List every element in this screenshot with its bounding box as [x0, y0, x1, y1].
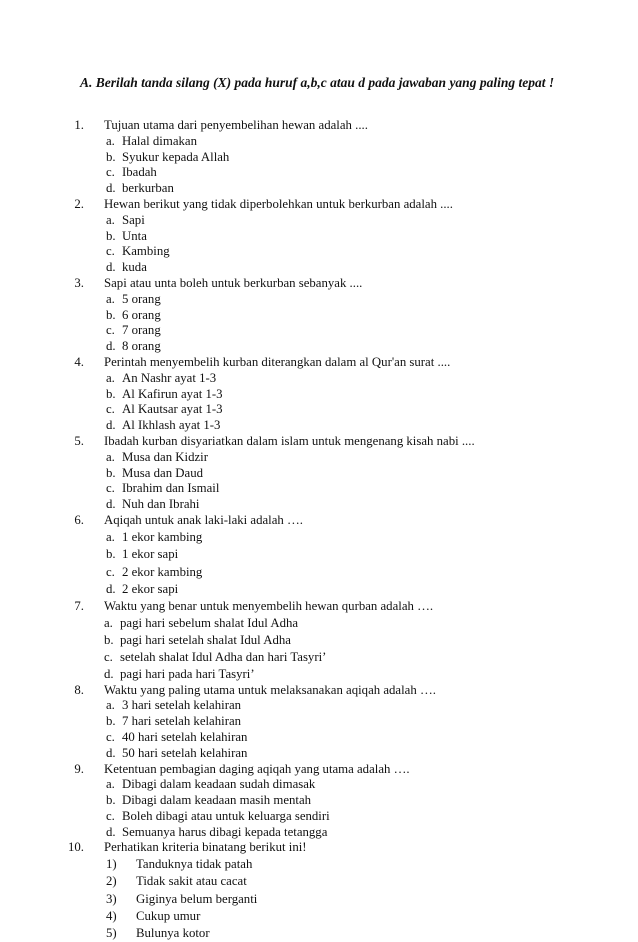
- option-letter: b.: [106, 307, 116, 322]
- option-text: Ibrahim dan Ismail: [122, 481, 220, 496]
- option-text: Ibadah: [122, 165, 157, 180]
- criteria-item: [106, 891, 638, 908]
- answer-option: [106, 497, 638, 513]
- answer-option: [106, 244, 638, 260]
- option-text: 6 orang: [122, 307, 161, 322]
- question-number: 8.: [74, 682, 84, 697]
- criteria-text: Tidak sakit atau cacat: [136, 874, 247, 889]
- question-5: [0, 434, 638, 513]
- option-letter: d.: [104, 666, 114, 681]
- question-row: [0, 276, 638, 292]
- question-3: [0, 276, 638, 355]
- question-text: Hewan berikut yang tidak diperbolehkan untuk berkurban adalah ....: [104, 196, 453, 211]
- option-letter: a.: [104, 615, 113, 630]
- question-number: 6.: [74, 512, 84, 527]
- question-text: Ketentuan pembagian daging aqiqah yang utama adalah ….: [104, 761, 410, 776]
- answer-option: [106, 714, 638, 730]
- question-text: Waktu yang benar untuk menyembelih hewan qurban adalah ….: [104, 598, 434, 613]
- criteria-number: 5): [106, 926, 117, 941]
- criteria-text: Giginya belum berganti: [136, 891, 258, 906]
- option-letter: b.: [106, 465, 116, 480]
- answer-option: [106, 746, 638, 762]
- option-text: 3 hari setelah kelahiran: [122, 698, 242, 713]
- option-letter: a.: [106, 291, 115, 306]
- question-text: Perintah menyembelih kurban diterangkan dalam al Qur'an surat ....: [104, 354, 451, 369]
- option-text: 2 ekor sapi: [122, 582, 179, 597]
- option-text: Semuanya harus dibagi kepada tetangga: [122, 824, 328, 839]
- option-letter: a.: [106, 777, 115, 792]
- question-number: 5.: [74, 433, 84, 448]
- answer-option: [106, 229, 638, 245]
- option-letter: c.: [106, 244, 115, 259]
- criteria-number: 2): [106, 874, 117, 889]
- option-text: 5 orang: [122, 291, 161, 306]
- question-number: 2.: [74, 196, 84, 211]
- question-row: [0, 513, 638, 529]
- section-heading: A. Berilah tanda silang (X) pada huruf a,b,c atau d pada jawaban yang paling tepat !: [80, 75, 555, 90]
- option-letter: d.: [106, 582, 116, 597]
- answer-option: [104, 666, 638, 683]
- answer-option: [106, 308, 638, 324]
- criteria-item: [106, 908, 638, 925]
- option-text: Dibagi dalam keadaan masih mentah: [122, 793, 312, 808]
- answer-option: [106, 339, 638, 355]
- answer-option: [106, 730, 638, 746]
- answer-option: [106, 529, 638, 547]
- question-text: Aqiqah untuk anak laki-laki adalah ….: [104, 512, 304, 527]
- criteria-text: Tanduknya tidak patah: [136, 857, 253, 872]
- option-letter: d.: [106, 497, 116, 512]
- option-text: pagi hari pada hari Tasyri’: [120, 666, 255, 681]
- option-text: Dibagi dalam keadaan sudah dimasak: [122, 777, 316, 792]
- option-letter: a.: [106, 212, 115, 227]
- answer-option: [106, 698, 638, 714]
- question-row: [0, 355, 638, 371]
- question-list: [0, 118, 638, 942]
- option-letter: c.: [104, 649, 113, 664]
- option-letter: d.: [106, 745, 116, 760]
- option-letter: c.: [106, 729, 115, 744]
- option-letter: b.: [106, 228, 116, 243]
- question-text: Tujuan utama dari penyembelihan hewan adalah ....: [104, 118, 368, 132]
- option-text: berkurban: [122, 181, 174, 196]
- criteria-number: 3): [106, 891, 117, 906]
- answer-option: [106, 292, 638, 308]
- answer-option: [106, 825, 638, 841]
- option-letter: a.: [106, 449, 115, 464]
- option-text: 1 ekor sapi: [122, 547, 179, 562]
- question-1: [0, 118, 638, 197]
- answer-option: [106, 150, 638, 166]
- answer-option: [106, 323, 638, 339]
- answer-option: [106, 387, 638, 403]
- option-text: 7 orang: [122, 323, 161, 338]
- answer-option: [106, 546, 638, 564]
- option-text: kuda: [122, 260, 147, 275]
- question-2: [0, 197, 638, 276]
- option-letter: d.: [106, 260, 116, 275]
- criteria-number: 1): [106, 857, 117, 872]
- criteria-item: [106, 873, 638, 890]
- answer-option: [106, 402, 638, 418]
- answer-option: [106, 466, 638, 482]
- answer-option: [106, 213, 638, 229]
- option-text: Unta: [122, 228, 147, 243]
- option-letter: c.: [106, 165, 115, 180]
- question-number: 7.: [74, 598, 84, 613]
- answer-option: [106, 134, 638, 150]
- option-letter: d.: [106, 418, 116, 433]
- option-letter: b.: [106, 714, 116, 729]
- criteria-item: [106, 925, 638, 942]
- answer-option: [106, 260, 638, 276]
- answer-option: [106, 793, 638, 809]
- question-number: 1.: [74, 118, 84, 132]
- option-letter: b.: [106, 793, 116, 808]
- answer-option: [106, 777, 638, 793]
- option-letter: d.: [106, 339, 116, 354]
- option-text: Musa dan Daud: [122, 465, 204, 480]
- answer-option: [106, 418, 638, 434]
- answer-option: [104, 649, 638, 666]
- option-text: 1 ekor kambing: [122, 529, 203, 544]
- answer-option: [106, 371, 638, 387]
- option-letter: c.: [106, 564, 115, 579]
- answer-option: [104, 615, 638, 632]
- question-number: 9.: [74, 761, 84, 776]
- option-letter: c.: [106, 808, 115, 823]
- criteria-text: Cukup umur: [136, 908, 201, 923]
- option-text: Boleh dibagi atau untuk keluarga sendiri: [122, 808, 330, 823]
- question-8: [0, 683, 638, 762]
- question-text: Ibadah kurban disyariatkan dalam islam untuk mengenang kisah nabi ....: [104, 433, 475, 448]
- question-number: 10.: [68, 840, 84, 855]
- question-10: [0, 840, 638, 942]
- answer-option: [104, 632, 638, 649]
- question-row: [0, 197, 638, 213]
- option-text: Kambing: [122, 244, 170, 259]
- option-letter: b.: [106, 149, 116, 164]
- option-letter: a.: [106, 529, 115, 544]
- option-text: 8 orang: [122, 339, 161, 354]
- answer-option: [106, 165, 638, 181]
- option-text: 2 ekor kambing: [122, 564, 203, 579]
- question-9: [0, 762, 638, 841]
- question-text: Sapi atau unta boleh untuk berkurban sebanyak ....: [104, 275, 363, 290]
- option-letter: d.: [106, 824, 116, 839]
- option-letter: a.: [106, 698, 115, 713]
- answer-option: [106, 564, 638, 582]
- question-row: [0, 118, 638, 134]
- question-number: 3.: [74, 275, 84, 290]
- option-letter: c.: [106, 481, 115, 496]
- option-text: Al Ikhlash ayat 1-3: [122, 418, 221, 433]
- option-letter: a.: [106, 370, 115, 385]
- option-letter: b.: [104, 632, 114, 647]
- option-text: Al Kautsar ayat 1-3: [122, 402, 223, 417]
- option-letter: c.: [106, 402, 115, 417]
- answer-option: [106, 809, 638, 825]
- option-letter: c.: [106, 323, 115, 338]
- answer-option: [106, 581, 638, 599]
- option-text: pagi hari sebelum shalat Idul Adha: [120, 615, 299, 630]
- question-text: Perhatikan kriteria binatang berikut ini!: [104, 840, 307, 855]
- option-letter: a.: [106, 133, 115, 148]
- option-text: Halal dimakan: [122, 133, 197, 148]
- question-row: [0, 599, 638, 615]
- question-7: [0, 599, 638, 683]
- option-text: Al Kafirun ayat 1-3: [122, 386, 223, 401]
- option-text: 50 hari setelah kelahiran: [122, 745, 248, 760]
- option-letter: d.: [106, 181, 116, 196]
- question-row: [0, 683, 638, 699]
- option-text: Nuh dan Ibrahi: [122, 497, 200, 512]
- option-text: Musa dan Kidzir: [122, 449, 209, 464]
- question-row: [0, 434, 638, 450]
- question-6: [0, 513, 638, 599]
- criteria-item: [106, 856, 638, 873]
- option-text: Sapi: [122, 212, 145, 227]
- question-row: [0, 840, 638, 856]
- answer-option: [106, 481, 638, 497]
- answer-option: [106, 450, 638, 466]
- criteria-number: 4): [106, 908, 117, 923]
- option-text: An Nashr ayat 1-3: [122, 370, 217, 385]
- answer-option: [106, 181, 638, 197]
- option-text: setelah shalat Idul Adha dan hari Tasyri’: [120, 649, 327, 664]
- option-text: 40 hari setelah kelahiran: [122, 729, 248, 744]
- question-row: [0, 762, 638, 778]
- option-text: pagi hari setelah shalat Idul Adha: [120, 632, 291, 647]
- option-letter: b.: [106, 386, 116, 401]
- question-number: 4.: [74, 354, 84, 369]
- option-text: 7 hari setelah kelahiran: [122, 714, 242, 729]
- option-letter: b.: [106, 547, 116, 562]
- question-text: Waktu yang paling utama untuk melaksanakan aqiqah adalah ….: [104, 682, 436, 697]
- criteria-text: Bulunya kotor: [136, 926, 210, 941]
- option-text: Syukur kepada Allah: [122, 149, 230, 164]
- question-4: [0, 355, 638, 434]
